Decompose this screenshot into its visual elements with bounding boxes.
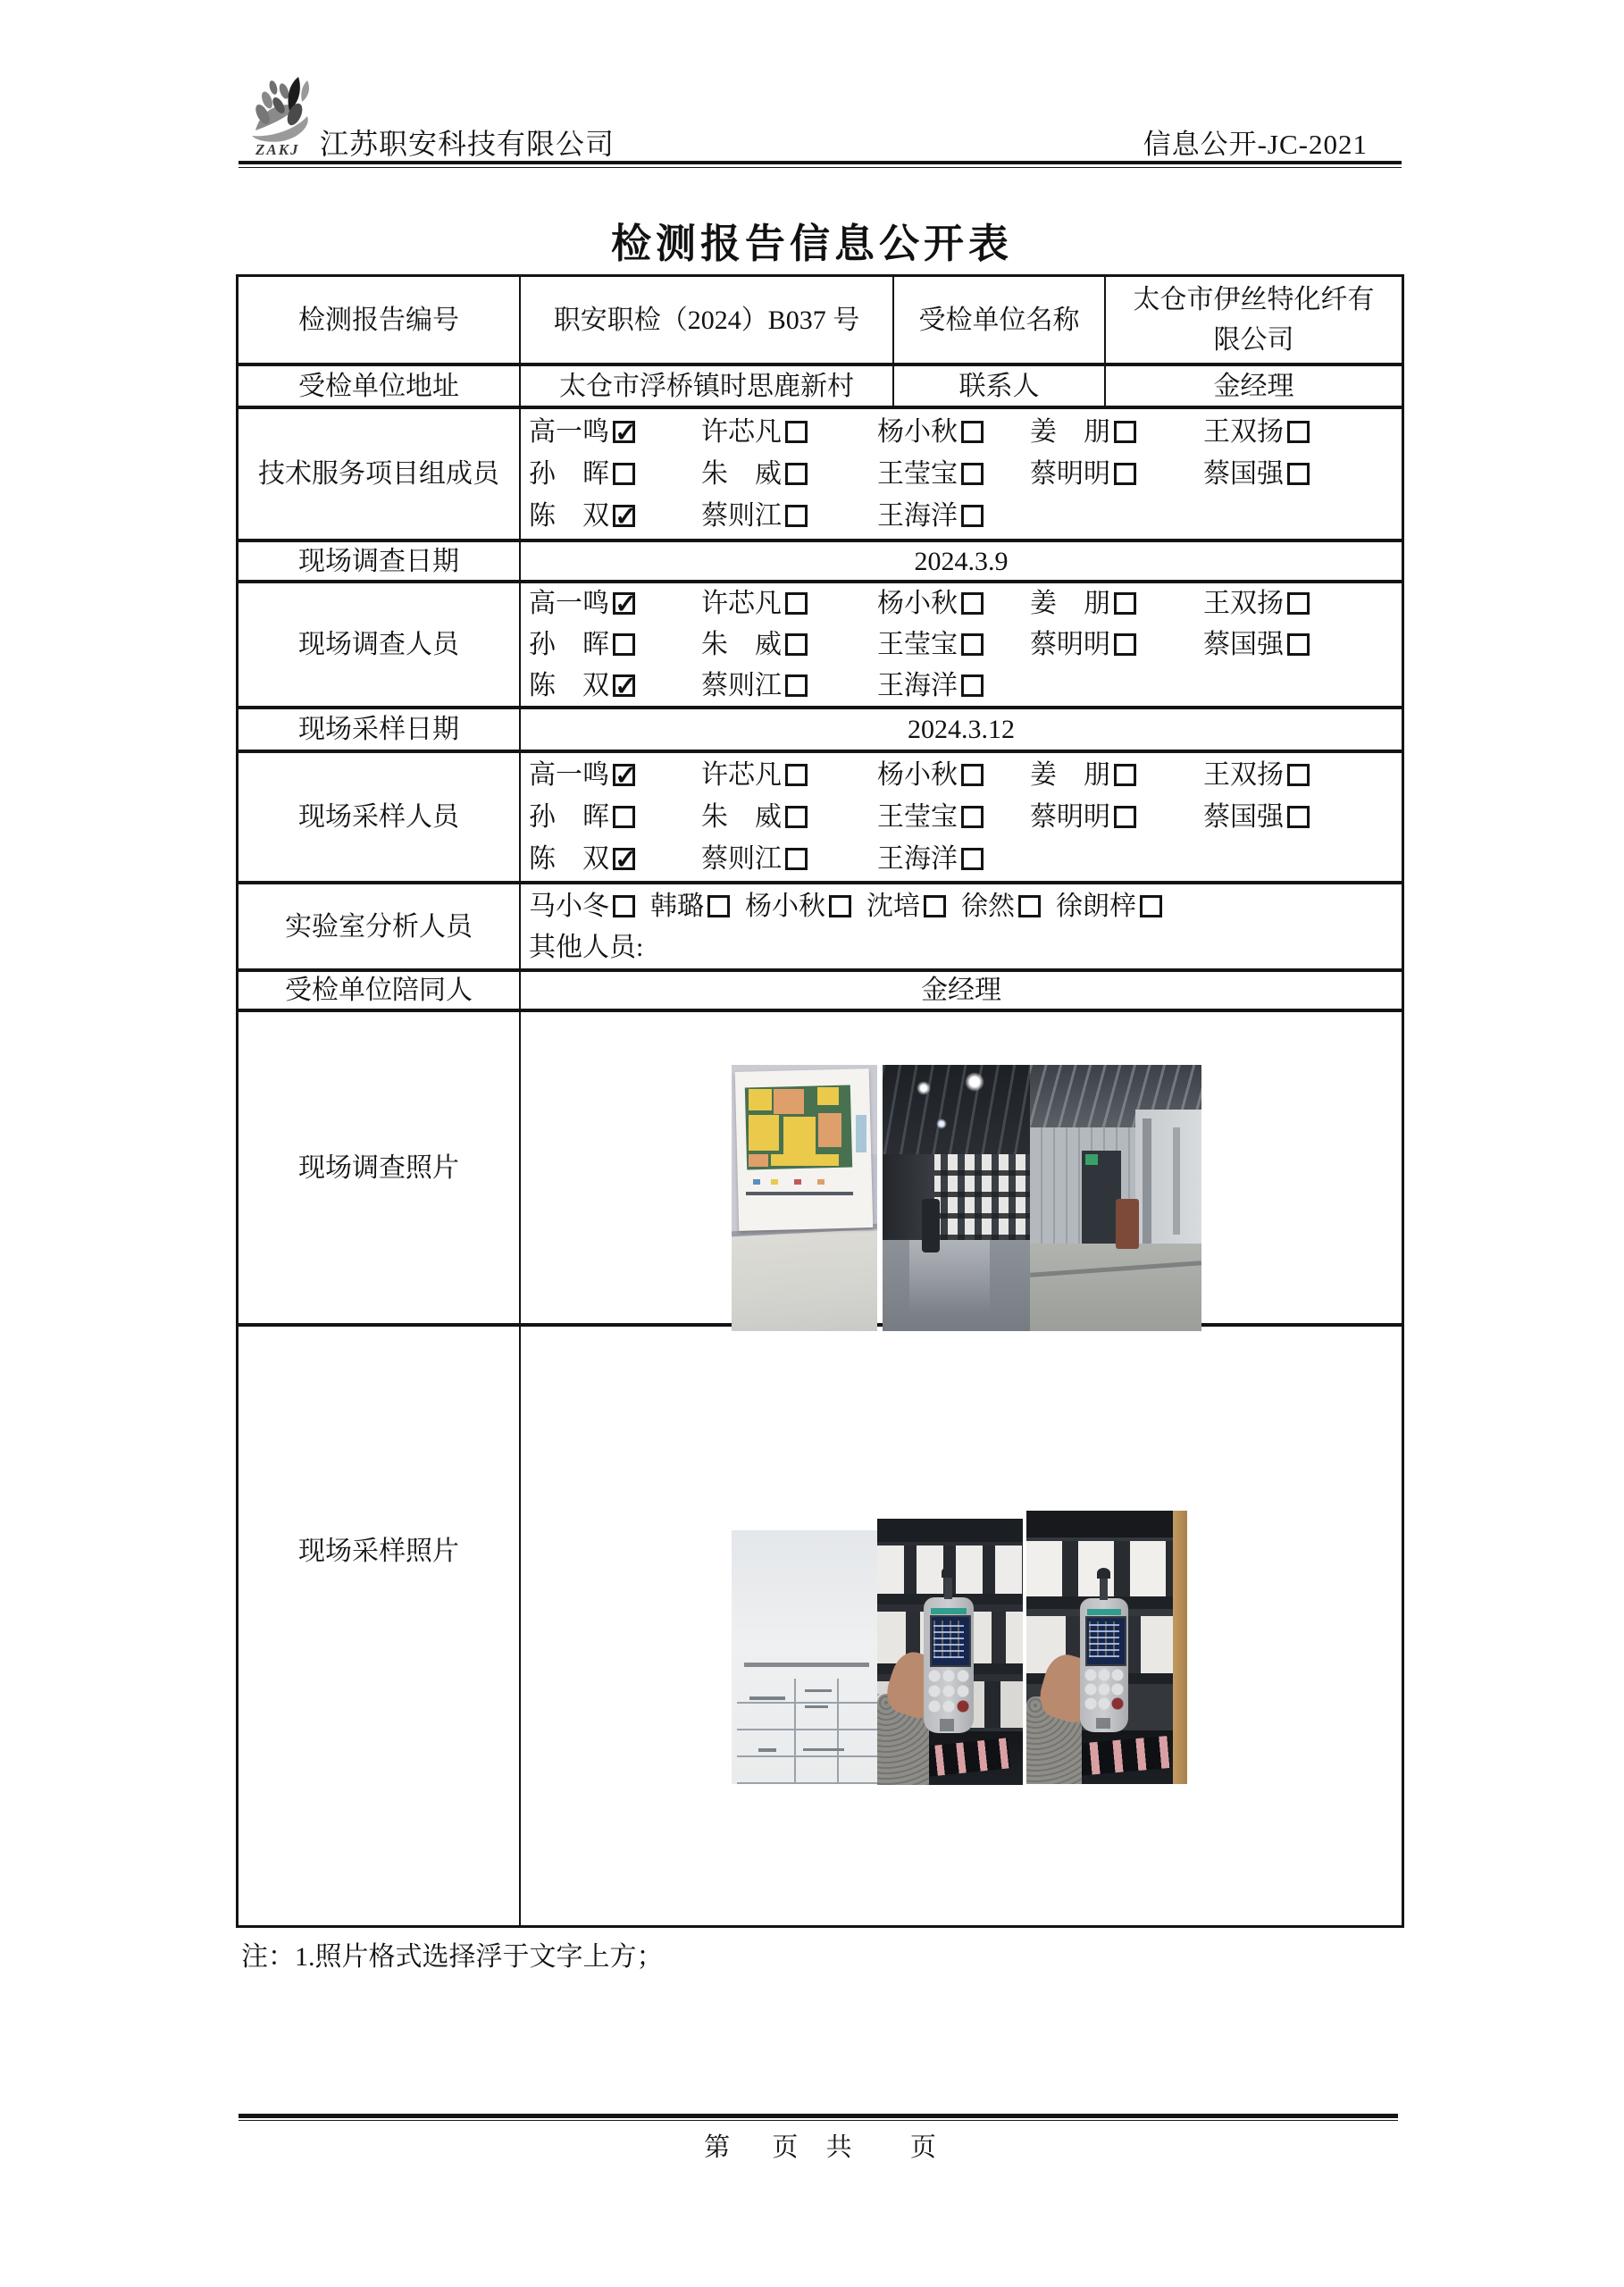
staff-line (529, 583, 1382, 624)
staff-name: 王海洋 (877, 670, 958, 700)
staff-name: 朱 威 (701, 630, 782, 659)
survey-date-value: 2024.3.9 (521, 542, 1402, 583)
team-label: 技术服务项目组成员 (239, 409, 521, 542)
checkbox-unchecked-icon (961, 806, 984, 828)
staff-name: 蔡则江 (701, 844, 782, 874)
checkbox-unchecked-icon (1114, 633, 1136, 656)
footer-divider (239, 2114, 1398, 2121)
checkbox-unchecked-icon (785, 848, 808, 870)
staff-name: 王双扬 (1203, 760, 1284, 790)
lab-other-label: 其他人员: (529, 932, 644, 962)
staff-name-item (701, 496, 877, 536)
staff-name-item (877, 755, 1030, 795)
checkbox-unchecked-icon (1114, 592, 1136, 615)
escort-label: 受检单位陪同人 (239, 972, 521, 1012)
checkbox-unchecked-icon (1114, 806, 1136, 828)
staff-name: 徐然 (961, 891, 1015, 921)
sampling-staff-label: 现场采样人员 (239, 753, 521, 884)
staff-name: 孙 晖 (529, 802, 609, 832)
sampling-photo-meter-1 (877, 1519, 1023, 1785)
staff-name: 沈培 (866, 891, 920, 921)
staff-name: 王莹宝 (877, 459, 958, 489)
staff-name-item (1030, 797, 1203, 837)
staff-name-item (1203, 412, 1382, 452)
checkbox-unchecked-icon (1018, 895, 1041, 917)
survey-staff-label: 现场调查人员 (239, 583, 521, 709)
staff-name-item (701, 583, 877, 624)
staff-name-item (877, 797, 1030, 837)
contact-value: 金经理 (1106, 366, 1402, 409)
checkbox-unchecked-icon (1114, 764, 1136, 786)
checkbox-unchecked-icon (961, 505, 984, 527)
sampling-photo-area (521, 1327, 1402, 1925)
checkbox-unchecked-icon (1287, 633, 1310, 656)
footer-word-ye2: 页 (909, 2133, 936, 2162)
checkbox-unchecked-icon (1287, 421, 1310, 443)
staff-line (529, 796, 1382, 838)
staff-name-item (529, 454, 701, 494)
staff-name-item (529, 496, 701, 536)
checkbox-unchecked-icon (924, 895, 946, 917)
staff-name-item (1030, 755, 1203, 795)
staff-name: 韩璐 (650, 891, 704, 921)
staff-name: 杨小秋 (877, 417, 958, 447)
staff-name: 许芯凡 (701, 417, 782, 447)
staff-name-item (529, 666, 701, 706)
checkbox-unchecked-icon (1114, 463, 1136, 485)
unit-addr-value: 太仓市浮桥镇时思鹿新村 (521, 366, 894, 409)
checkbox-unchecked-icon (1287, 806, 1310, 828)
survey-staff-members (521, 583, 1402, 709)
checkbox-checked-icon (613, 674, 635, 697)
checkbox-unchecked-icon (1287, 764, 1310, 786)
company-logo-icon (243, 75, 325, 150)
staff-name: 高一鸣 (529, 589, 609, 619)
checkbox-unchecked-icon (961, 764, 984, 786)
sampling-photo-label: 现场采样照片 (239, 1327, 521, 1925)
lab-staff-line (529, 885, 1177, 926)
staff-name: 杨小秋 (877, 760, 958, 790)
staff-name: 王莹宝 (877, 802, 958, 832)
staff-name: 蔡则江 (701, 670, 782, 700)
staff-name-item (877, 412, 1030, 452)
staff-name: 蔡明明 (1030, 630, 1110, 659)
staff-name: 朱 威 (701, 802, 782, 832)
lab-staff-label: 实验室分析人员 (239, 884, 521, 972)
survey-photo-site-plan (732, 1065, 877, 1331)
staff-name-item (701, 839, 877, 879)
footer-word-di: 第 (704, 2133, 731, 2162)
report-no-label: 检测报告编号 (239, 277, 521, 366)
staff-name-item (701, 454, 877, 494)
staff-name-item (1203, 583, 1382, 624)
staff-name-item (701, 755, 877, 795)
staff-name-item (701, 624, 877, 665)
escort-value: 金经理 (521, 972, 1402, 1012)
checkbox-unchecked-icon (785, 806, 808, 828)
checkbox-unchecked-icon (961, 421, 984, 443)
staff-line (529, 411, 1382, 453)
checkbox-unchecked-icon (785, 674, 808, 697)
staff-name-item (1030, 412, 1203, 452)
checkbox-checked-icon (613, 421, 635, 443)
staff-name-item (529, 886, 635, 926)
staff-name: 高一鸣 (529, 760, 609, 790)
page-title: 检测报告信息公开表 (610, 222, 1013, 266)
checkbox-unchecked-icon (785, 463, 808, 485)
staff-name-item (866, 886, 946, 926)
staff-line (529, 665, 1030, 706)
checkbox-unchecked-icon (613, 895, 635, 917)
staff-name-item (1203, 797, 1382, 837)
staff-name: 许芯凡 (701, 589, 782, 619)
staff-name-item (529, 755, 701, 795)
staff-name: 孙 晖 (529, 630, 609, 659)
staff-name: 王双扬 (1203, 417, 1284, 447)
footnote: 注：1.照片格式选择浮于文字上方； (241, 1942, 664, 1972)
checkbox-unchecked-icon (785, 505, 808, 527)
staff-name-item (961, 886, 1041, 926)
checkbox-unchecked-icon (613, 633, 635, 656)
checkbox-unchecked-icon (961, 674, 984, 697)
checkbox-unchecked-icon (961, 463, 984, 485)
staff-line (529, 495, 1030, 537)
checkbox-checked-icon (613, 592, 635, 615)
checkbox-unchecked-icon (613, 806, 635, 828)
staff-name: 姜 朋 (1030, 417, 1110, 447)
staff-name: 蔡国强 (1203, 802, 1284, 832)
checkbox-checked-icon (613, 505, 635, 527)
staff-name: 陈 双 (529, 670, 609, 700)
page-number-line (239, 2127, 1402, 2164)
sampling-date-value: 2024.3.12 (521, 709, 1402, 753)
contact-label: 联系人 (894, 366, 1106, 409)
staff-name-item (877, 666, 1030, 706)
footer-word-ye1: 页 (772, 2133, 799, 2162)
footer-word-gong: 共 (825, 2133, 852, 2162)
staff-name: 姜 朋 (1030, 760, 1110, 790)
unit-name-label: 受检单位名称 (894, 277, 1106, 366)
survey-photo-building (1030, 1065, 1201, 1331)
checkbox-unchecked-icon (1287, 463, 1310, 485)
staff-name-item (1203, 624, 1382, 665)
staff-name: 马小冬 (529, 891, 609, 921)
checkbox-unchecked-icon (785, 633, 808, 656)
staff-name-item (1203, 755, 1382, 795)
unit-name-value: 太仓市伊丝特化纤有限公司 (1106, 277, 1402, 366)
staff-name-item (877, 583, 1030, 624)
staff-name-item (650, 886, 730, 926)
unit-addr-label: 受检单位地址 (239, 366, 521, 409)
staff-name-item (529, 624, 701, 665)
staff-name-item (877, 839, 1030, 879)
staff-name: 王莹宝 (877, 630, 958, 659)
header-divider (239, 161, 1402, 168)
report-no-value: 职安职检（2024）B037 号 (521, 277, 894, 366)
team-members (521, 409, 1402, 542)
staff-line (529, 453, 1382, 495)
logo-text: ZAKJ (255, 141, 300, 158)
survey-photo-label: 现场调查照片 (239, 1012, 521, 1327)
staff-line (529, 838, 1030, 880)
checkbox-unchecked-icon (707, 895, 730, 917)
staff-name: 徐朗梓 (1056, 891, 1136, 921)
staff-name: 蔡明明 (1030, 802, 1110, 832)
survey-photo-workshop (883, 1065, 1030, 1331)
staff-name: 蔡则江 (701, 501, 782, 531)
staff-name-item (701, 412, 877, 452)
staff-name: 许芯凡 (701, 760, 782, 790)
staff-name: 蔡国强 (1203, 630, 1284, 659)
sampling-staff-members (521, 753, 1402, 884)
survey-date-label: 现场调查日期 (239, 542, 521, 583)
staff-name-item (701, 797, 877, 837)
checkbox-unchecked-icon (785, 592, 808, 615)
staff-name: 朱 威 (701, 459, 782, 489)
staff-name: 高一鸣 (529, 417, 609, 447)
sampling-photo-form (732, 1530, 877, 1784)
staff-name-item (529, 412, 701, 452)
staff-name-item (1203, 454, 1382, 494)
staff-name: 蔡国强 (1203, 459, 1284, 489)
staff-name-item (1030, 624, 1203, 665)
lab-staff-members (521, 884, 1402, 972)
staff-line (529, 754, 1382, 796)
survey-photo-area (521, 1012, 1402, 1327)
checkbox-unchecked-icon (829, 895, 851, 917)
checkbox-checked-icon (613, 764, 635, 786)
checkbox-unchecked-icon (1287, 592, 1310, 615)
staff-name-item (745, 886, 851, 926)
staff-name-item (877, 454, 1030, 494)
staff-name-item (877, 624, 1030, 665)
staff-name: 孙 晖 (529, 459, 609, 489)
sampling-photo-meter-2 (1026, 1511, 1187, 1784)
checkbox-unchecked-icon (785, 764, 808, 786)
staff-name-item (529, 583, 701, 624)
staff-name: 陈 双 (529, 501, 609, 531)
checkbox-unchecked-icon (961, 592, 984, 615)
sampling-date-label: 现场采样日期 (239, 709, 521, 753)
checkbox-unchecked-icon (613, 463, 635, 485)
staff-line (529, 624, 1382, 666)
staff-name: 蔡明明 (1030, 459, 1110, 489)
document-code: 信息公开-JC-2021 (1143, 129, 1368, 160)
staff-name-item (701, 666, 877, 706)
staff-name-item (1030, 454, 1203, 494)
checkbox-checked-icon (613, 848, 635, 870)
staff-name-item (877, 496, 1030, 536)
checkbox-unchecked-icon (785, 421, 808, 443)
staff-name-item (1030, 583, 1203, 624)
report-info-table (236, 274, 1404, 1928)
staff-name: 杨小秋 (745, 891, 825, 921)
staff-name: 姜 朋 (1030, 589, 1110, 619)
company-name: 江苏职安科技有限公司 (320, 128, 615, 160)
staff-name-item (529, 797, 701, 837)
staff-name: 陈 双 (529, 844, 609, 874)
checkbox-unchecked-icon (1114, 421, 1136, 443)
staff-name: 杨小秋 (877, 589, 958, 619)
staff-name-item (1056, 886, 1162, 926)
staff-name-item (529, 839, 701, 879)
checkbox-unchecked-icon (961, 633, 984, 656)
staff-name: 王海洋 (877, 501, 958, 531)
checkbox-unchecked-icon (1140, 895, 1162, 917)
checkbox-unchecked-icon (961, 848, 984, 870)
staff-name: 王双扬 (1203, 589, 1284, 619)
staff-name: 王海洋 (877, 844, 958, 874)
